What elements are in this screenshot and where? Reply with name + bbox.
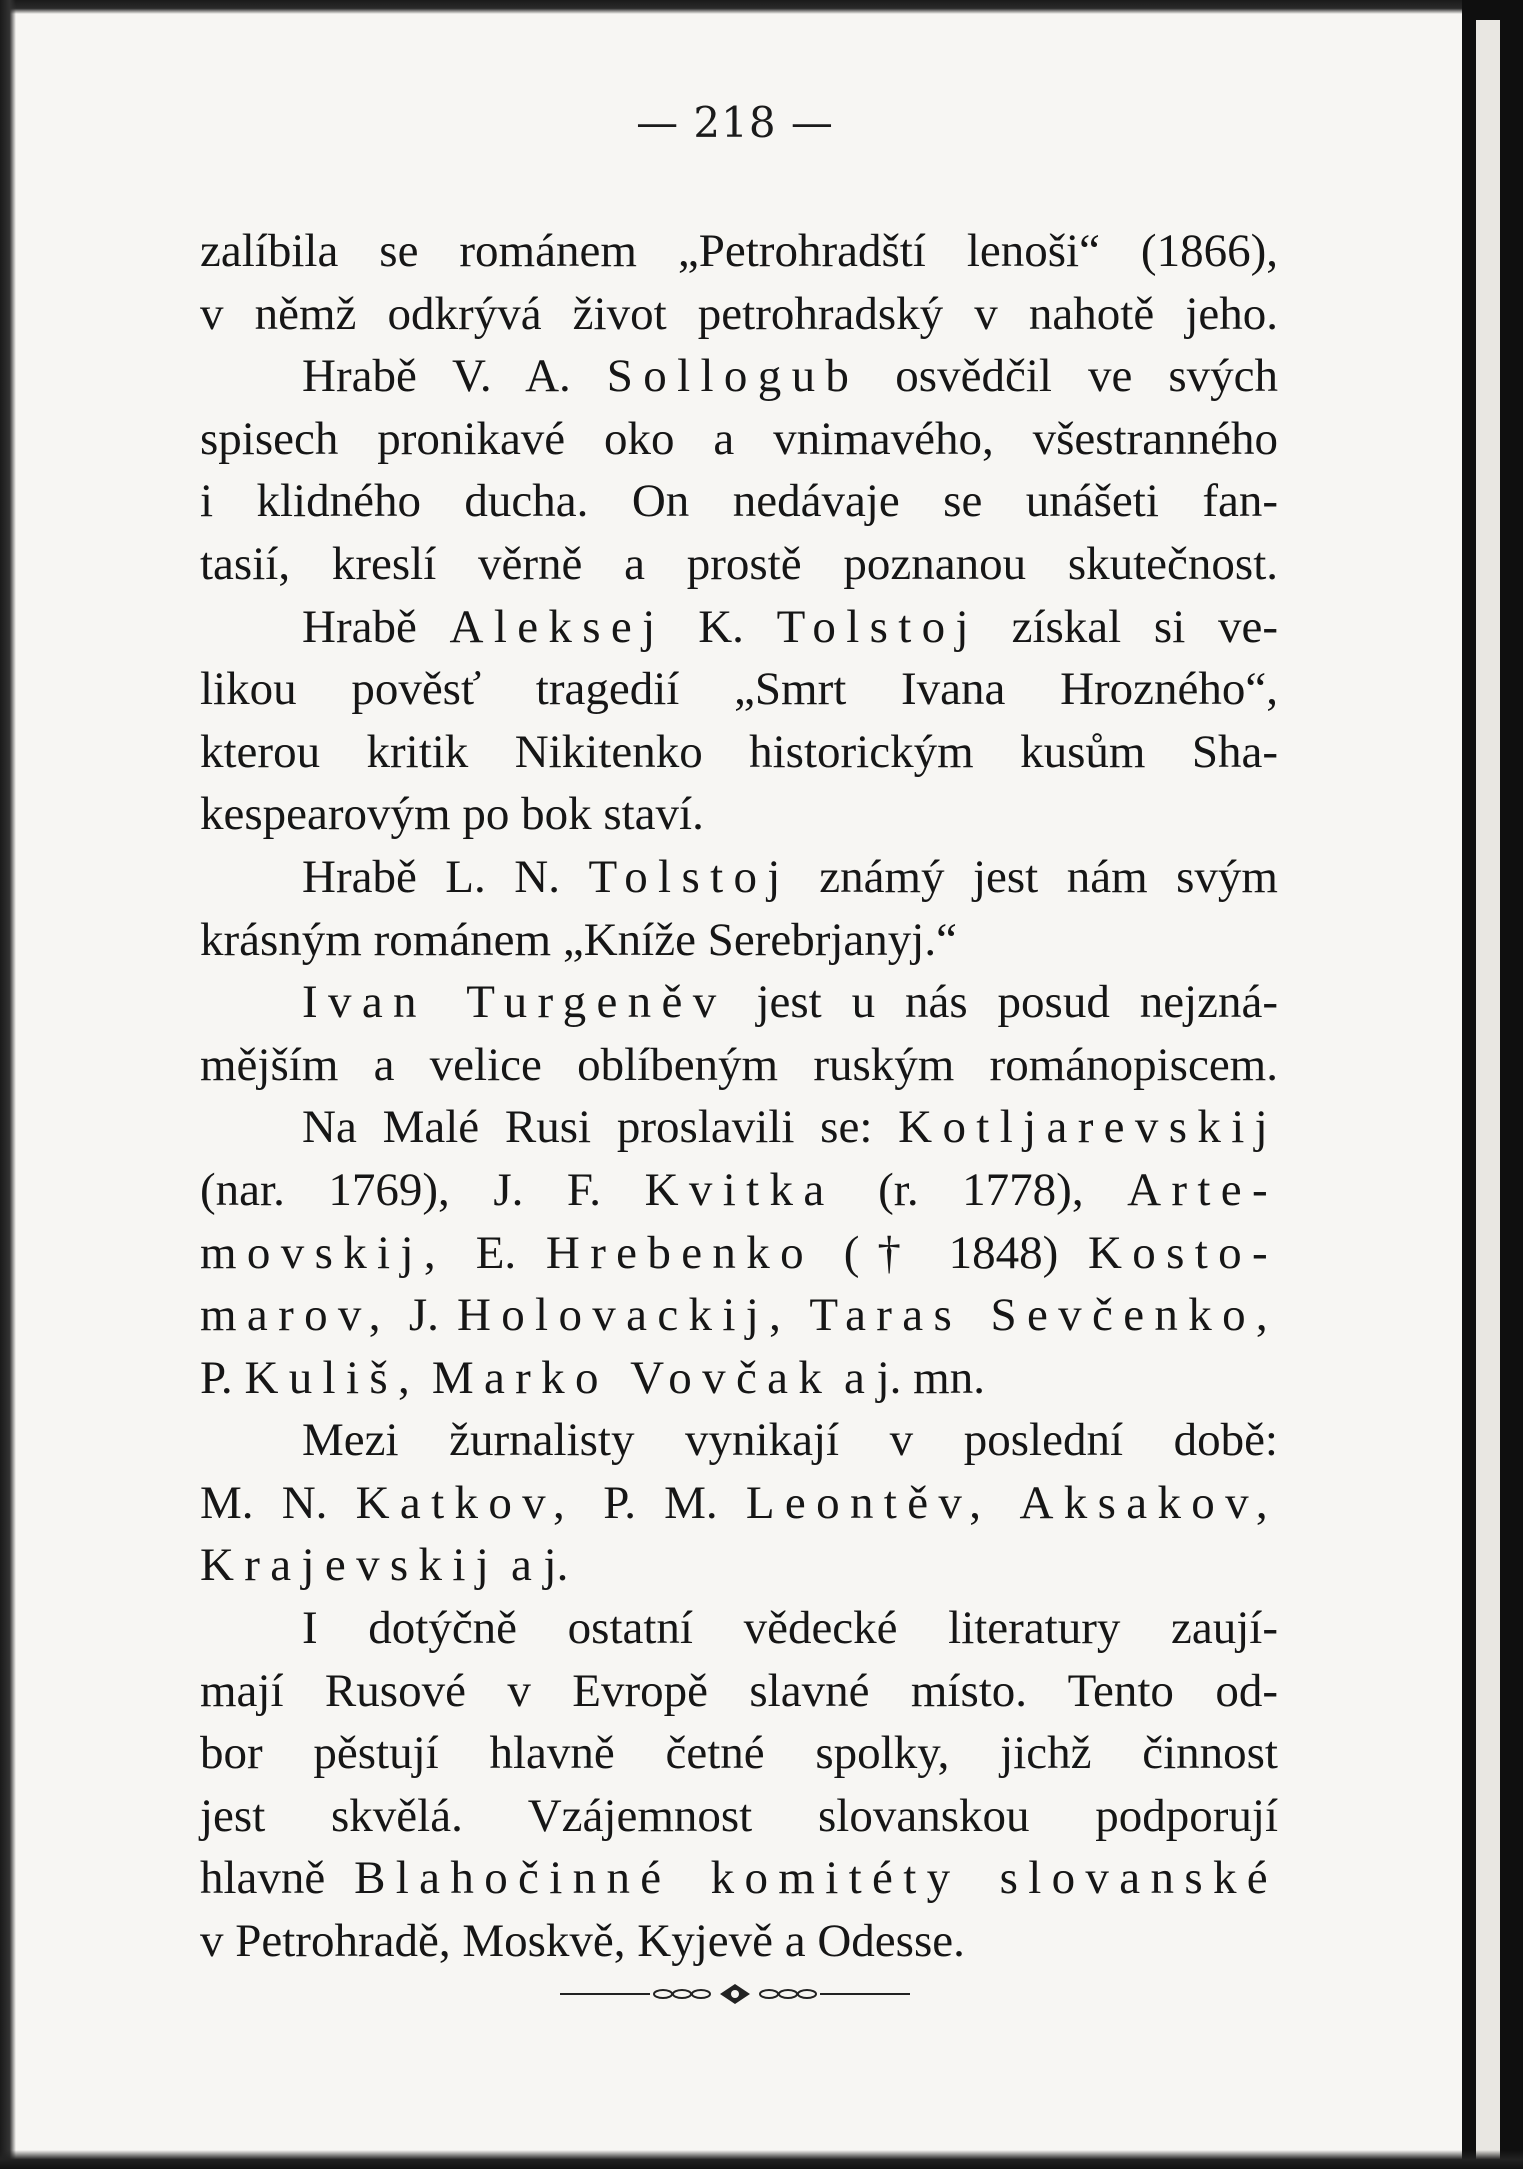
adjacent-page-strip bbox=[1476, 20, 1500, 2169]
text-run: P. M. bbox=[575, 1476, 746, 1529]
spaced-name: Kvitka bbox=[644, 1163, 835, 1216]
text-line bbox=[200, 1910, 1278, 1973]
text-run: likou pověsť tragedií „Smrt Ivana Hrozného“, bbox=[200, 663, 1278, 716]
spaced-name: Sollogub bbox=[606, 350, 860, 403]
text-run: Mezi žurnalisty vynikají v poslední době: bbox=[302, 1414, 1278, 1467]
spaced-name: Taras Sevčenko, bbox=[809, 1289, 1279, 1342]
text-run bbox=[420, 1352, 432, 1404]
text-run: kterou kritik Nikitenko historickým kusům Sha- bbox=[200, 725, 1278, 778]
spaced-name: Holovackij, bbox=[456, 1289, 792, 1342]
spaced-name: Arte- bbox=[1127, 1163, 1278, 1216]
text-line bbox=[200, 783, 1278, 846]
text-run: K. bbox=[665, 600, 777, 653]
text-run: E. bbox=[445, 1226, 546, 1279]
text-run: († 1848) bbox=[813, 1226, 1089, 1279]
spaced-name: Tolstoj bbox=[588, 850, 791, 903]
text-run: v němž odkrývá život petrohradský v nahotě jeho. bbox=[200, 287, 1278, 340]
text-run bbox=[791, 1289, 809, 1341]
text-run: jest skvělá. Vzájemnost slovanskou podporují bbox=[200, 1789, 1278, 1842]
text-line bbox=[200, 1847, 1278, 1910]
spaced-name: Aleksej bbox=[449, 600, 666, 653]
spaced-name: Ivan Turgeněv bbox=[302, 976, 727, 1029]
spaced-name: Kuliš, bbox=[244, 1351, 421, 1404]
text-run: krásným románem „Kníže Serebrjanyj.“ bbox=[200, 913, 957, 966]
text-line bbox=[200, 470, 1278, 533]
text-line bbox=[200, 1409, 1278, 1472]
text-line bbox=[200, 971, 1278, 1034]
text-line bbox=[200, 1597, 1278, 1660]
text-line bbox=[200, 721, 1278, 784]
spaced-name: Blahočinné komitéty slovanské bbox=[354, 1852, 1278, 1905]
text-run: v Petrohradě, Moskvě, Kyjevě a Odesse. bbox=[200, 1915, 965, 1968]
text-line bbox=[200, 1347, 1278, 1410]
text-run bbox=[991, 1477, 1019, 1529]
text-line bbox=[200, 1034, 1278, 1097]
text-line bbox=[200, 658, 1278, 721]
text-run: mají Rusové v Evropě slavné místo. Tento od- bbox=[200, 1664, 1278, 1717]
text-run: mějším a velice oblíbeným ruským románopiscem. bbox=[200, 1038, 1278, 1091]
scan-edge-bottom bbox=[0, 2150, 1523, 2169]
text-run: získal si ve- bbox=[978, 600, 1278, 653]
text-line bbox=[200, 1096, 1278, 1159]
text-line bbox=[200, 1222, 1278, 1285]
text-run: P. bbox=[200, 1351, 245, 1404]
text-line bbox=[200, 1660, 1278, 1723]
spaced-name: Aksakov, bbox=[1019, 1476, 1279, 1529]
text-run: Hrabě V. A. bbox=[302, 350, 607, 403]
scan-edge-top bbox=[0, 0, 1523, 14]
text-run: i klidného ducha. On nedávaje se unášeti fan- bbox=[200, 475, 1278, 528]
text-run: I dotýčně ostatní vědecké literatury zaují- bbox=[302, 1602, 1278, 1655]
spaced-name: marov, bbox=[200, 1289, 391, 1342]
text-run: spisech pronikavé oko a vnimavého, všestranného bbox=[200, 412, 1278, 465]
text-line bbox=[200, 846, 1278, 909]
page-number: — 218 — bbox=[636, 98, 834, 147]
spaced-name: Katkov, bbox=[355, 1476, 576, 1529]
text-line bbox=[200, 283, 1278, 346]
end-ornament bbox=[560, 1979, 910, 2009]
text-run: bor pěstují hlavně četné spolky, jichž činnost bbox=[200, 1727, 1278, 1780]
spaced-name: Marko Vovčak bbox=[431, 1351, 833, 1404]
text-line bbox=[200, 345, 1278, 408]
text-line bbox=[200, 1284, 1278, 1347]
text-line bbox=[200, 1785, 1278, 1848]
scan-edge-left bbox=[0, 0, 16, 2169]
text-run: a j. mn. bbox=[832, 1351, 985, 1404]
text-line bbox=[200, 596, 1278, 659]
spaced-name: Krajevskij bbox=[200, 1539, 500, 1592]
text-run: osvědčil ve svých bbox=[859, 350, 1279, 403]
text-line bbox=[200, 408, 1278, 471]
text-line bbox=[200, 1159, 1278, 1222]
text-run: Hrabě L. N. bbox=[302, 850, 589, 903]
text-line bbox=[200, 220, 1278, 283]
spaced-name: Kosto- bbox=[1088, 1226, 1278, 1279]
text-line bbox=[200, 1534, 1278, 1597]
text-run: Na Malé Rusi proslavili se: bbox=[302, 1101, 899, 1154]
text-line bbox=[200, 1722, 1278, 1785]
text-line bbox=[200, 533, 1278, 596]
spaced-name: Tolstoj bbox=[776, 600, 979, 653]
text-run: zalíbila se románem „Petrohradští lenoši“ (1866), bbox=[200, 225, 1278, 277]
text-run: tasií, kreslí věrně a prostě poznanou skutečnost. bbox=[200, 537, 1278, 590]
text-run: hlavně bbox=[200, 1852, 355, 1905]
spaced-name: Leontěv, bbox=[745, 1476, 992, 1529]
text-run: (nar. 1769), J. F. bbox=[200, 1163, 645, 1216]
spaced-name: movskij, bbox=[200, 1226, 446, 1279]
text-line bbox=[200, 909, 1278, 972]
spaced-name: Kotljarevskij bbox=[898, 1101, 1278, 1154]
spaced-name: Hrebenko bbox=[545, 1226, 814, 1279]
text-run: M. N. bbox=[200, 1476, 356, 1529]
text-run: a j. bbox=[499, 1539, 569, 1592]
text-run: známý jest nám svým bbox=[790, 850, 1278, 903]
text-run: kespearovým po bok staví. bbox=[200, 788, 704, 841]
text-run: (r. 1778), bbox=[834, 1163, 1128, 1216]
text-line bbox=[200, 1472, 1278, 1535]
text-run: jest u nás posud nejzná- bbox=[726, 976, 1278, 1029]
text-run: Hrabě bbox=[302, 600, 450, 653]
text-run: J. bbox=[390, 1289, 457, 1342]
body-text bbox=[200, 220, 1278, 1973]
